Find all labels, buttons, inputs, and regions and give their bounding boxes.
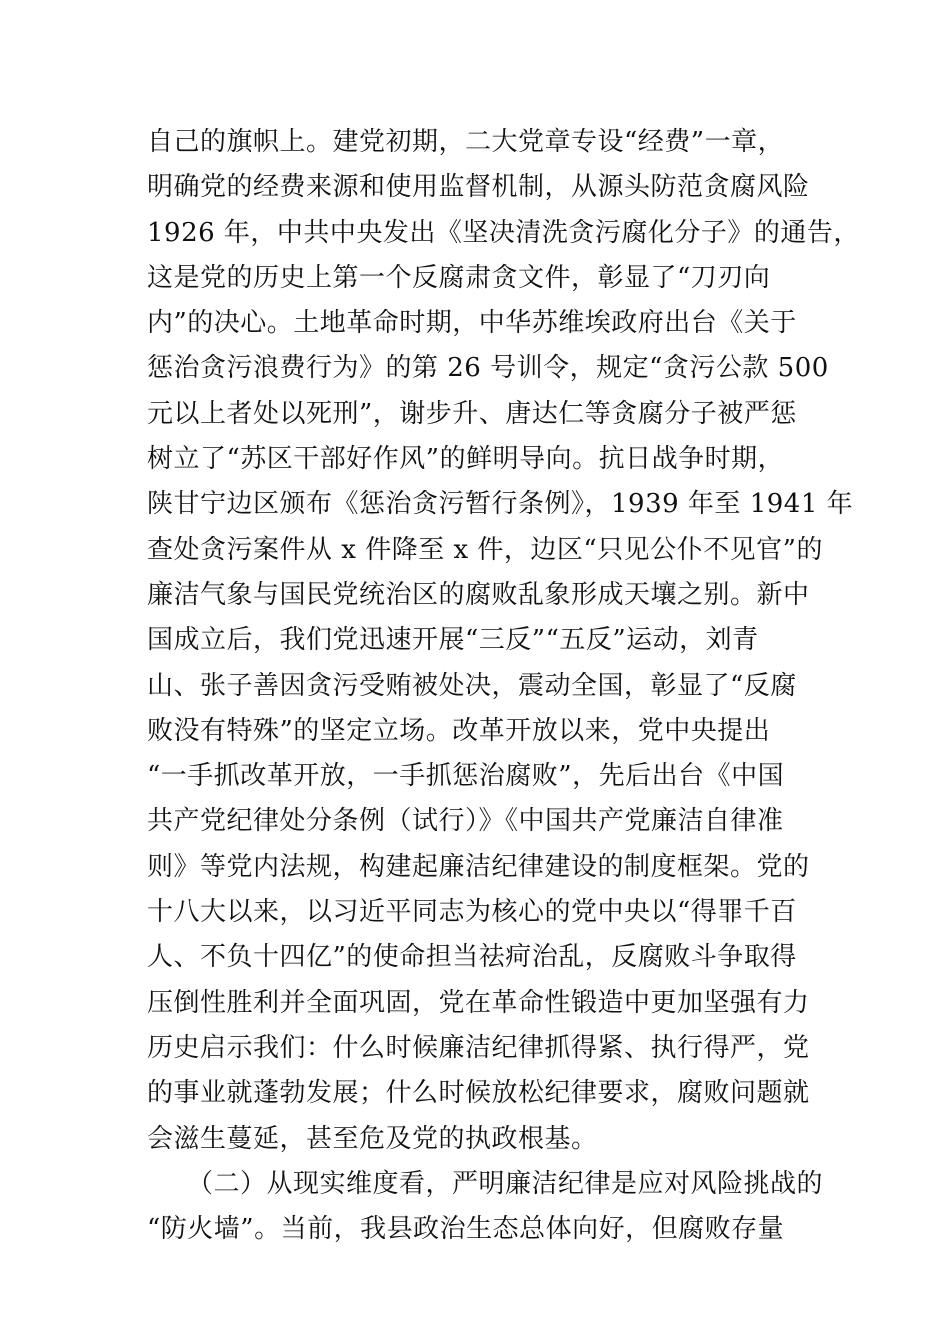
text-line: 自己的旗帜上。建党初期，二大党章专设“经费”一章， <box>147 127 785 157</box>
text-line: 内”的决心。土地革命时期，中华苏维埃政府出台《关于 <box>147 308 797 339</box>
text-line: “防火墙”。当前，我县政治生态总体向好，但腐败存量 <box>147 1214 785 1245</box>
text-line: 人、不负十四亿”的使命担当祛疴治乱，反腐败斗争取得 <box>147 942 797 973</box>
text-line: 明确党的经费来源和使用监督机制，从源头防范贪腐风险 <box>147 172 810 203</box>
text-line: 则》等党内法规，构建起廉洁纪律建设的制度框架。党的 <box>147 851 810 882</box>
text-line: “一手抓改革开放，一手抓惩治腐败”，先后出台《中国 <box>147 761 785 792</box>
text-line: 查处贪污案件从 x 件降至 x 件，边区“只见公仆不见官”的 <box>147 534 823 565</box>
text-line: 元以上者处以死刑”，谢步升、唐达仁等贪腐分子被严惩 <box>147 398 797 429</box>
text-line: 十八大以来，以习近平同志为核心的党中央以“得罪千百 <box>147 897 797 928</box>
text-line: 压倒性胜利并全面巩固，党在革命性锻造中更加坚强有力 <box>147 987 810 1018</box>
body-text <box>147 120 860 1252</box>
text-line: 廉洁气象与国民党统治区的腐败乱象形成天壤之别。新中 <box>147 579 810 610</box>
text-line: 树立了“苏区干部好作风”的鲜明导向。抗日战争时期， <box>147 444 785 475</box>
text-line: 1926 年，中共中央发出《坚决清洗贪污腐化分子》的通告， <box>147 217 860 248</box>
text-line: 陕甘宁边区颁布《惩治贪污暂行条例》，1939 年至 1941 年 <box>147 489 854 520</box>
text-line: 败没有特殊”的坚定立场。改革开放以来，党中央提出 <box>147 715 771 746</box>
text-line: 会滋生蔓延，甚至危及党的执政根基。 <box>147 1123 598 1154</box>
text-line: 共产党纪律处分条例（试行）》《中国共产党廉洁自律准 <box>147 806 784 837</box>
text-line: 国成立后，我们党迅速开展“三反”“五反”运动，刘青 <box>147 625 759 656</box>
section-heading-line: （二）从现实维度看，严明廉洁纪律是应对风险挑战的 <box>187 1168 824 1199</box>
text-line: 山、张子善因贪污受贿被处决，震动全国，彰显了“反腐 <box>147 670 797 701</box>
text-line: 这是党的历史上第一个反腐肃贪文件，彰显了“刀刃向 <box>147 262 771 293</box>
text-line: 历史启示我们：什么时候廉洁纪律抓得紧、执行得严，党 <box>147 1032 810 1063</box>
text-line: 惩治贪污浪费行为》的第 26 号训令，规定“贪污公款 500 <box>147 353 829 384</box>
text-line: 的事业就蓬勃发展；什么时候放松纪律要求，腐败问题就 <box>147 1078 810 1109</box>
